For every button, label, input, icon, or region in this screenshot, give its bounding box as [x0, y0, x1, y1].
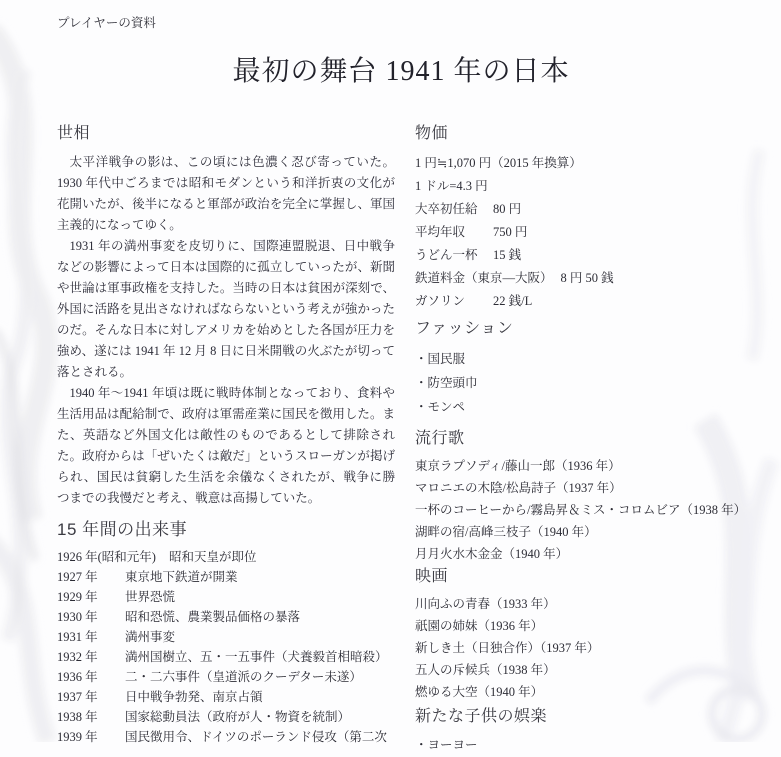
event-desc: 国民徴用令、ドイツのポーランド侵攻（第二次 — [125, 730, 387, 744]
fashion-item: ・国民服 — [415, 352, 466, 366]
kids-entertainment-item: ・ヨーヨー — [415, 738, 478, 752]
section-heading-events: 15 年間の出来事 — [57, 520, 188, 539]
price-label: 平均年収 — [415, 225, 466, 239]
event-year: 1936 年 — [57, 670, 98, 684]
event-year: 1926 年(昭和元年) — [57, 550, 156, 564]
song-item: 湖畔の宿/高峰三枝子（1940 年） — [415, 525, 597, 539]
fashion-item: ・防空頭巾 — [415, 376, 478, 390]
event-year: 1938 年 — [57, 710, 98, 724]
movie-item: 燃ゆる大空（1940 年） — [415, 685, 544, 699]
event-desc: 二・二六事件（皇道派のクーデター未遂） — [125, 670, 362, 684]
background-watermark-curve — [752, 150, 760, 360]
background-swirl — [0, 30, 46, 520]
event-year: 1939 年 — [57, 730, 98, 744]
section-heading-seso: 世相 — [57, 125, 91, 142]
price-label: うどん一杯 — [415, 248, 478, 262]
fashion-item: ・モンペ — [415, 400, 466, 414]
price-row — [415, 198, 745, 221]
price-value: 15 銭 — [493, 248, 522, 262]
price-row — [415, 290, 745, 313]
event-row — [57, 687, 395, 707]
background-swirl — [0, 330, 35, 560]
song-item: 一杯のコーヒーから/霧島昇＆ミス・コロムビア（1938 年） — [415, 503, 747, 517]
price-row — [415, 175, 745, 198]
song-item: 東京ラプソディ/藤山一郎（1936 年） — [415, 459, 621, 473]
event-year: 1931 年 — [57, 630, 98, 644]
event-row — [57, 607, 395, 627]
event-desc: 国家総動員法（政府が人・物資を統制） — [125, 710, 351, 724]
event-desc: 満州事変 — [125, 630, 176, 644]
event-year: 1932 年 — [57, 650, 98, 664]
seso-paragraph: 1940 年～1941 年頃は既に戦時体制となっており、食料や生活用品は配給制で、政府は軍需産業に国民を徴用した。また、英語など外国文化は敵性のものであるとして排除された。政府からは「ぜいたくは敵だ」というスローガンが掲げられ、国民は貧窮した生活を余儀なくされたが、戦争に勝つまでの我慢だと考え、戦意は高揚していた。 — [57, 386, 395, 505]
event-desc: 満州国樹立、五・一五事件（犬養毅首相暗殺） — [125, 650, 388, 664]
song-item: 月月火水木金金（1940 年） — [415, 547, 569, 561]
section-heading-songs: 流行歌 — [415, 430, 465, 447]
section-heading-movies: 映画 — [415, 568, 449, 585]
price-value: 750 円 — [493, 225, 528, 239]
event-row — [57, 567, 395, 587]
event-desc: 東京地下鉄道が開業 — [125, 570, 238, 584]
price-label: 鉄道料金（東京―大阪） — [415, 271, 553, 285]
event-row — [57, 707, 395, 727]
price-row — [415, 221, 745, 244]
event-row — [57, 647, 395, 667]
event-row — [57, 587, 395, 607]
left-column — [57, 122, 395, 757]
event-row — [57, 727, 395, 747]
price-value: 80 円 — [493, 202, 522, 216]
movie-item: 新しき土（日独合作）（1937 年） — [415, 641, 600, 655]
event-year: 1929 年 — [57, 590, 98, 604]
section-heading-kids-entertainment: 新たな子供の娯楽 — [415, 708, 548, 725]
event-row — [57, 667, 395, 687]
page-title: 最初の舞台 1941 年の日本 — [232, 56, 570, 87]
document-content — [57, 14, 745, 757]
song-item: マロニエの木陰/松島詩子（1937 年） — [415, 481, 622, 495]
event-row — [57, 627, 395, 647]
price-value: 22 銭/L — [493, 294, 533, 308]
price-label: 1 ドル=4.3 円 — [415, 179, 488, 193]
movie-item: 五人の斥候兵（1938 年） — [415, 663, 556, 677]
section-heading-prices: 物価 — [415, 125, 449, 142]
event-year: 1927 年 — [57, 570, 98, 584]
event-desc: 昭和天皇が即位 — [168, 550, 257, 564]
background-swirl — [7, 70, 26, 640]
price-label: ガソリン — [415, 294, 466, 308]
seso-paragraph: 太平洋戦争の影は、この頃には色濃く忍び寄っていた。1930 年代中ごろまでは昭和モダンという和洋折衷の文化が花開いたが、後半になると軍部が政治を完全に掌握し、軍国主義的になってゆく。 — [57, 155, 395, 232]
price-row — [415, 152, 745, 175]
price-value: 8 円 50 銭 — [560, 271, 614, 285]
event-desc: 日中戦争勃発、南京占領 — [125, 690, 263, 704]
section-heading-fashion: ファッション — [415, 320, 514, 337]
background-swirl — [0, 540, 48, 742]
price-label: 1 円≒1,070 円（2015 年換算） — [415, 156, 582, 170]
document-kicker: プレイヤーの資料 — [57, 16, 156, 30]
seso-paragraph: 1931 年の満州事変を皮切りに、国際連盟脱退、日中戦争などの影響によって日本は国際的に孤立していったが、新聞や世論は軍事政権を支持した。当時の日本は貧困が深刻で、外国に活路を見出さなければならないという考えが強かったのだ。そんな日本に対しアメリカを始めとした各国が圧力を強め、遂には 1941 年 12 月 8 日に日米開戦の火ぶたが切って落とされる。 — [57, 239, 395, 379]
event-year: 1930 年 — [57, 610, 98, 624]
event-row — [57, 547, 395, 567]
price-row — [415, 267, 745, 290]
two-column-layout — [57, 122, 745, 757]
price-label: 大卒初任給 — [415, 202, 478, 216]
movie-item: 川向ふの青春（1933 年） — [415, 597, 556, 611]
movie-item: 祇園の姉妹（1936 年） — [415, 619, 544, 633]
right-column — [415, 122, 745, 757]
event-year: 1937 年 — [57, 690, 98, 704]
price-row — [415, 244, 745, 267]
event-desc: 昭和恐慌、農業製品価格の暴落 — [125, 610, 301, 624]
event-desc: 世界恐慌 — [125, 590, 176, 604]
